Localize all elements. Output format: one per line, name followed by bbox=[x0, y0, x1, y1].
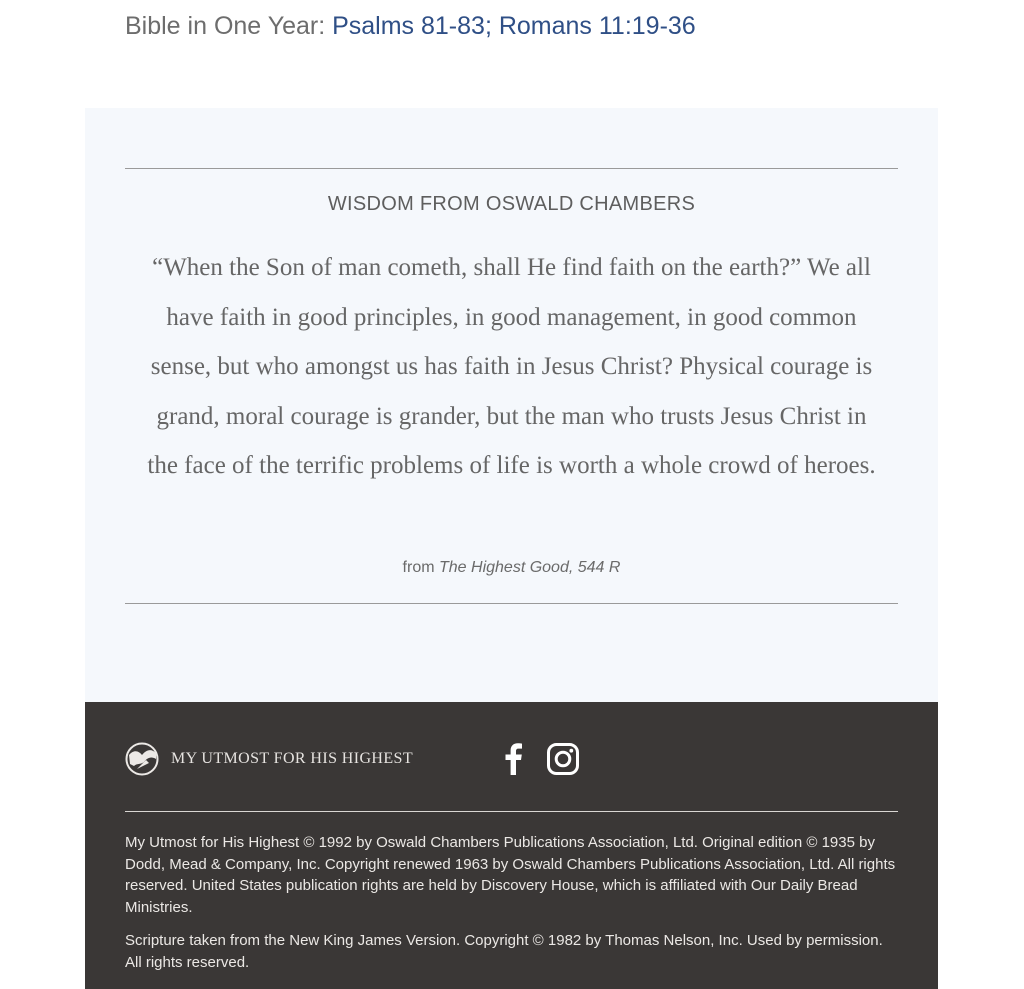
quote-source bbox=[85, 559, 938, 577]
quote-source-title: The Highest Good, 544 R bbox=[439, 559, 621, 576]
instagram-icon bbox=[546, 742, 580, 776]
utmost-globe-logo-icon bbox=[125, 742, 159, 776]
instagram-link[interactable] bbox=[546, 742, 580, 776]
facebook-icon bbox=[503, 742, 523, 776]
footer-brand-link[interactable] bbox=[125, 742, 413, 776]
facebook-link[interactable] bbox=[503, 742, 523, 776]
bible-in-one-year bbox=[125, 12, 696, 41]
wisdom-top-divider bbox=[125, 168, 898, 169]
wisdom-quote: “When the Son of man cometh, shall He find faith on the earth?” We all have faith in good principles, in good management, in good common sense, but who amongst us has faith in Jesus Christ? Physical courage is grand, moral courage is grander, but the man who trusts Jesus Christ in the face of the terrific problems of life is worth a whole crowd of heroes. bbox=[147, 254, 876, 479]
footer-divider bbox=[125, 811, 898, 812]
quote-source-prefix: from bbox=[402, 559, 439, 576]
site-footer bbox=[85, 702, 938, 989]
scripture-notice: Scripture taken from the New King James Version. Copyright © 1982 by Thomas Nelson, Inc. Used by permission. All rights reserved. bbox=[125, 932, 883, 971]
wisdom-section bbox=[85, 108, 938, 702]
footer-brand-name: MY UTMOST FOR HIS HIGHEST bbox=[171, 750, 414, 767]
wisdom-bottom-divider bbox=[125, 603, 898, 604]
wisdom-heading: WISDOM FROM OSWALD CHAMBERS bbox=[327, 193, 696, 215]
bible-reading-link[interactable]: Psalms 81-83; Romans 11:19-36 bbox=[332, 12, 696, 40]
copyright-notice: My Utmost for His Highest © 1992 by Oswald Chambers Publications Association, Ltd. Original edition © 1935 by Dodd, Mead & Company, Inc. Copyright renewed 1963 by Oswald Chambers Publications Association, Ltd. All rights reserved. United States publication rights are held by Discovery House, which is affiliated with Our Daily Bread Ministries. bbox=[125, 834, 896, 916]
bible-reading-label: Bible in One Year: bbox=[125, 12, 333, 40]
